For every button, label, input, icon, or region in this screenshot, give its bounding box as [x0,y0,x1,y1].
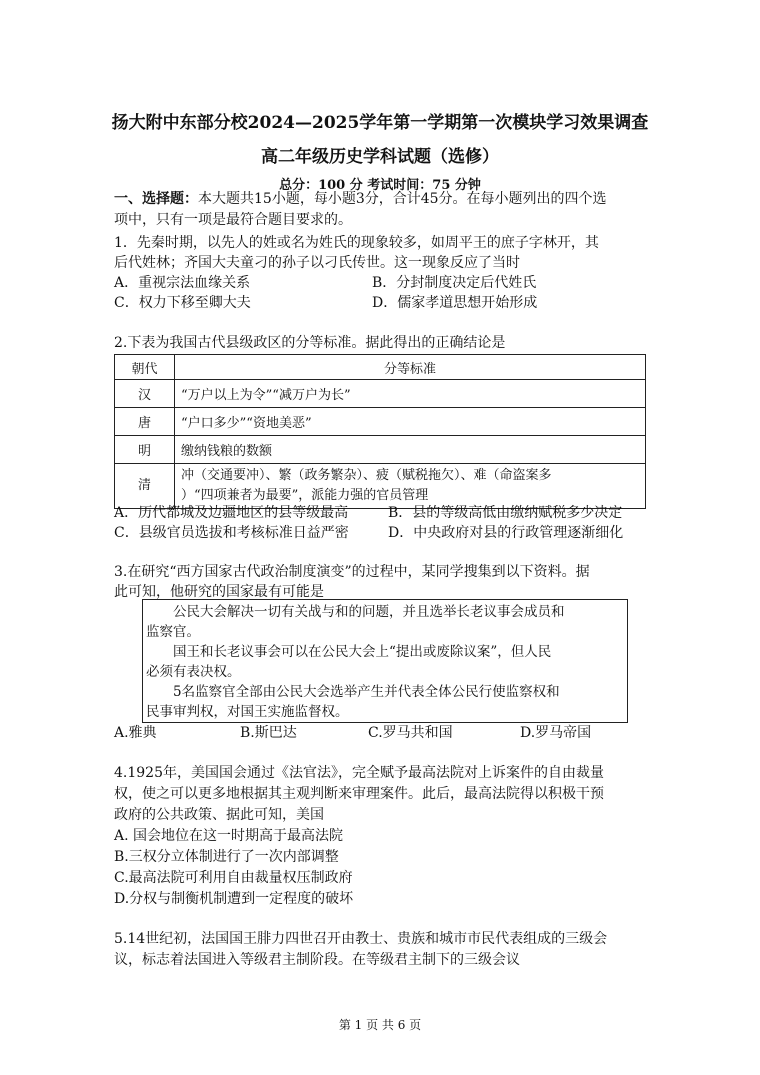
source-line: 公民大会解决一切有关战与和的问题，并且选举长老议事会成员和 [173,604,565,620]
q4-option-a: A. 国会地位在这一时期高于最高法院 [114,828,344,844]
q2-option-b: B．县的等级高低由缴纳赋税多少决定 [388,505,623,521]
q1-stem-1: 1．先秦时期，以先人的姓或名为姓氏的现象较多，如周平王的庶子字林开，其 [114,235,599,251]
section-intro-2: 项中，只有一项是最符合题目要求的。 [114,212,352,228]
q4-option-c: C.最高法院可利用自由裁量权压制政府 [114,870,353,886]
q2-option-c: C．县级官员选拔和考核标准日益严密 [114,525,349,541]
table-header-dynasty: 朝代 [115,355,175,380]
q1-option-c: C．权力下移至卿大夫 [114,295,251,311]
q2-option-a: A．历代都城及边疆地区的县等级最高 [114,505,349,521]
q4-stem-3: 政府的公共政策、据此可知，美国 [114,807,324,823]
page-footer: 第 1 页 共 6 页 [338,1018,422,1032]
table-row: 清 冲（交通要冲）、繁（政务繁杂）、疲（赋税拖欠）、难（命盗案多 ）“四项兼者为最要”，派能力强的官员管理 [115,464,646,509]
q1-option-b: B．分封制度决定后代姓氏 [372,275,537,291]
q4-stem-1: 4.1925年，美国国会通过《法官法》，完全赋予最高法院对上诉案件的自由裁量 [114,765,604,781]
q3-stem-1: 3.在研究“西方国家古代政治制度演变”的过程中，某同学搜集到以下资料。据 [114,564,590,580]
table-row: 明 缴纳钱粮的数额 [115,436,646,464]
table-header-standard: 分等标准 [175,355,646,380]
source-line: 民事审判权，对国王实施监督权。 [146,704,349,720]
section-heading: 一、选择题： [114,191,198,207]
q2-stem: 2.下表为我国古代县级政区的分等标准。据此得出的正确结论是 [114,335,506,351]
exam-meta: 总分：100 分 考试时间：75 分钟 [279,178,481,193]
source-line: 5名监察官全部由公民大会选举产生并代表全体公民行使监察权和 [173,684,560,700]
section-intro: 一、选择题：本大题共15小题，每小题3分，合计45分。在每小题列出的四个选 [114,191,607,207]
q2-option-d: D．中央政府对县的行政管理逐渐细化 [388,525,624,541]
table-row: 汉 “万户以上为令”“减万户为长” [115,380,646,408]
q2-table [114,354,646,509]
q1-option-a: A．重视宗法血缘关系 [114,275,251,291]
q3-option-a: A.雅典 [114,725,157,741]
exam-title: 扬大附中东部分校2024—2025学年第一学期第一次模块学习效果调查 [111,113,649,133]
q4-option-b: B.三权分立体制进行了一次内部调整 [114,849,339,865]
q4-stem-2: 权，使之可以更多地根据其主观判断来审理案件。此后，最高法院得以积极干预 [114,786,604,802]
q5-stem-1: 5.14世纪初，法国国王腓力四世召开由教士、贵族和城市市民代表组成的三级会 [114,931,608,947]
source-line: 国王和长老议事会可以在公民大会上“提出或废除议案”，但人民 [173,644,552,660]
exam-subtitle: 高二年级历史学科试题（选修） [261,147,499,167]
q3-source-box [142,599,628,723]
q1-stem-2: 后代姓林；齐国大夫童刁的孙子以刁氏传世。这一现象反应了当时 [114,255,520,271]
source-line: 监察官。 [146,624,200,640]
q4-option-d: D.分权与制衡机制遭到一定程度的破坏 [114,891,354,907]
q3-option-c: C.罗马共和国 [368,725,453,741]
q3-option-b: B.斯巴达 [240,725,297,741]
q3-option-d: D.罗马帝国 [520,725,592,741]
table-row: 唐 “户口多少”“资地美恶” [115,408,646,436]
source-line: 必须有表决权。 [146,664,241,680]
q5-stem-2: 议，标志着法国进入等级君主制阶段。在等级君主制下的三级会议 [114,952,520,968]
q1-option-d: D．儒家孝道思想开始形成 [372,295,538,311]
table-header-row [115,355,646,380]
q3-stem-2: 此可知，他研究的国家最有可能是 [114,584,324,600]
